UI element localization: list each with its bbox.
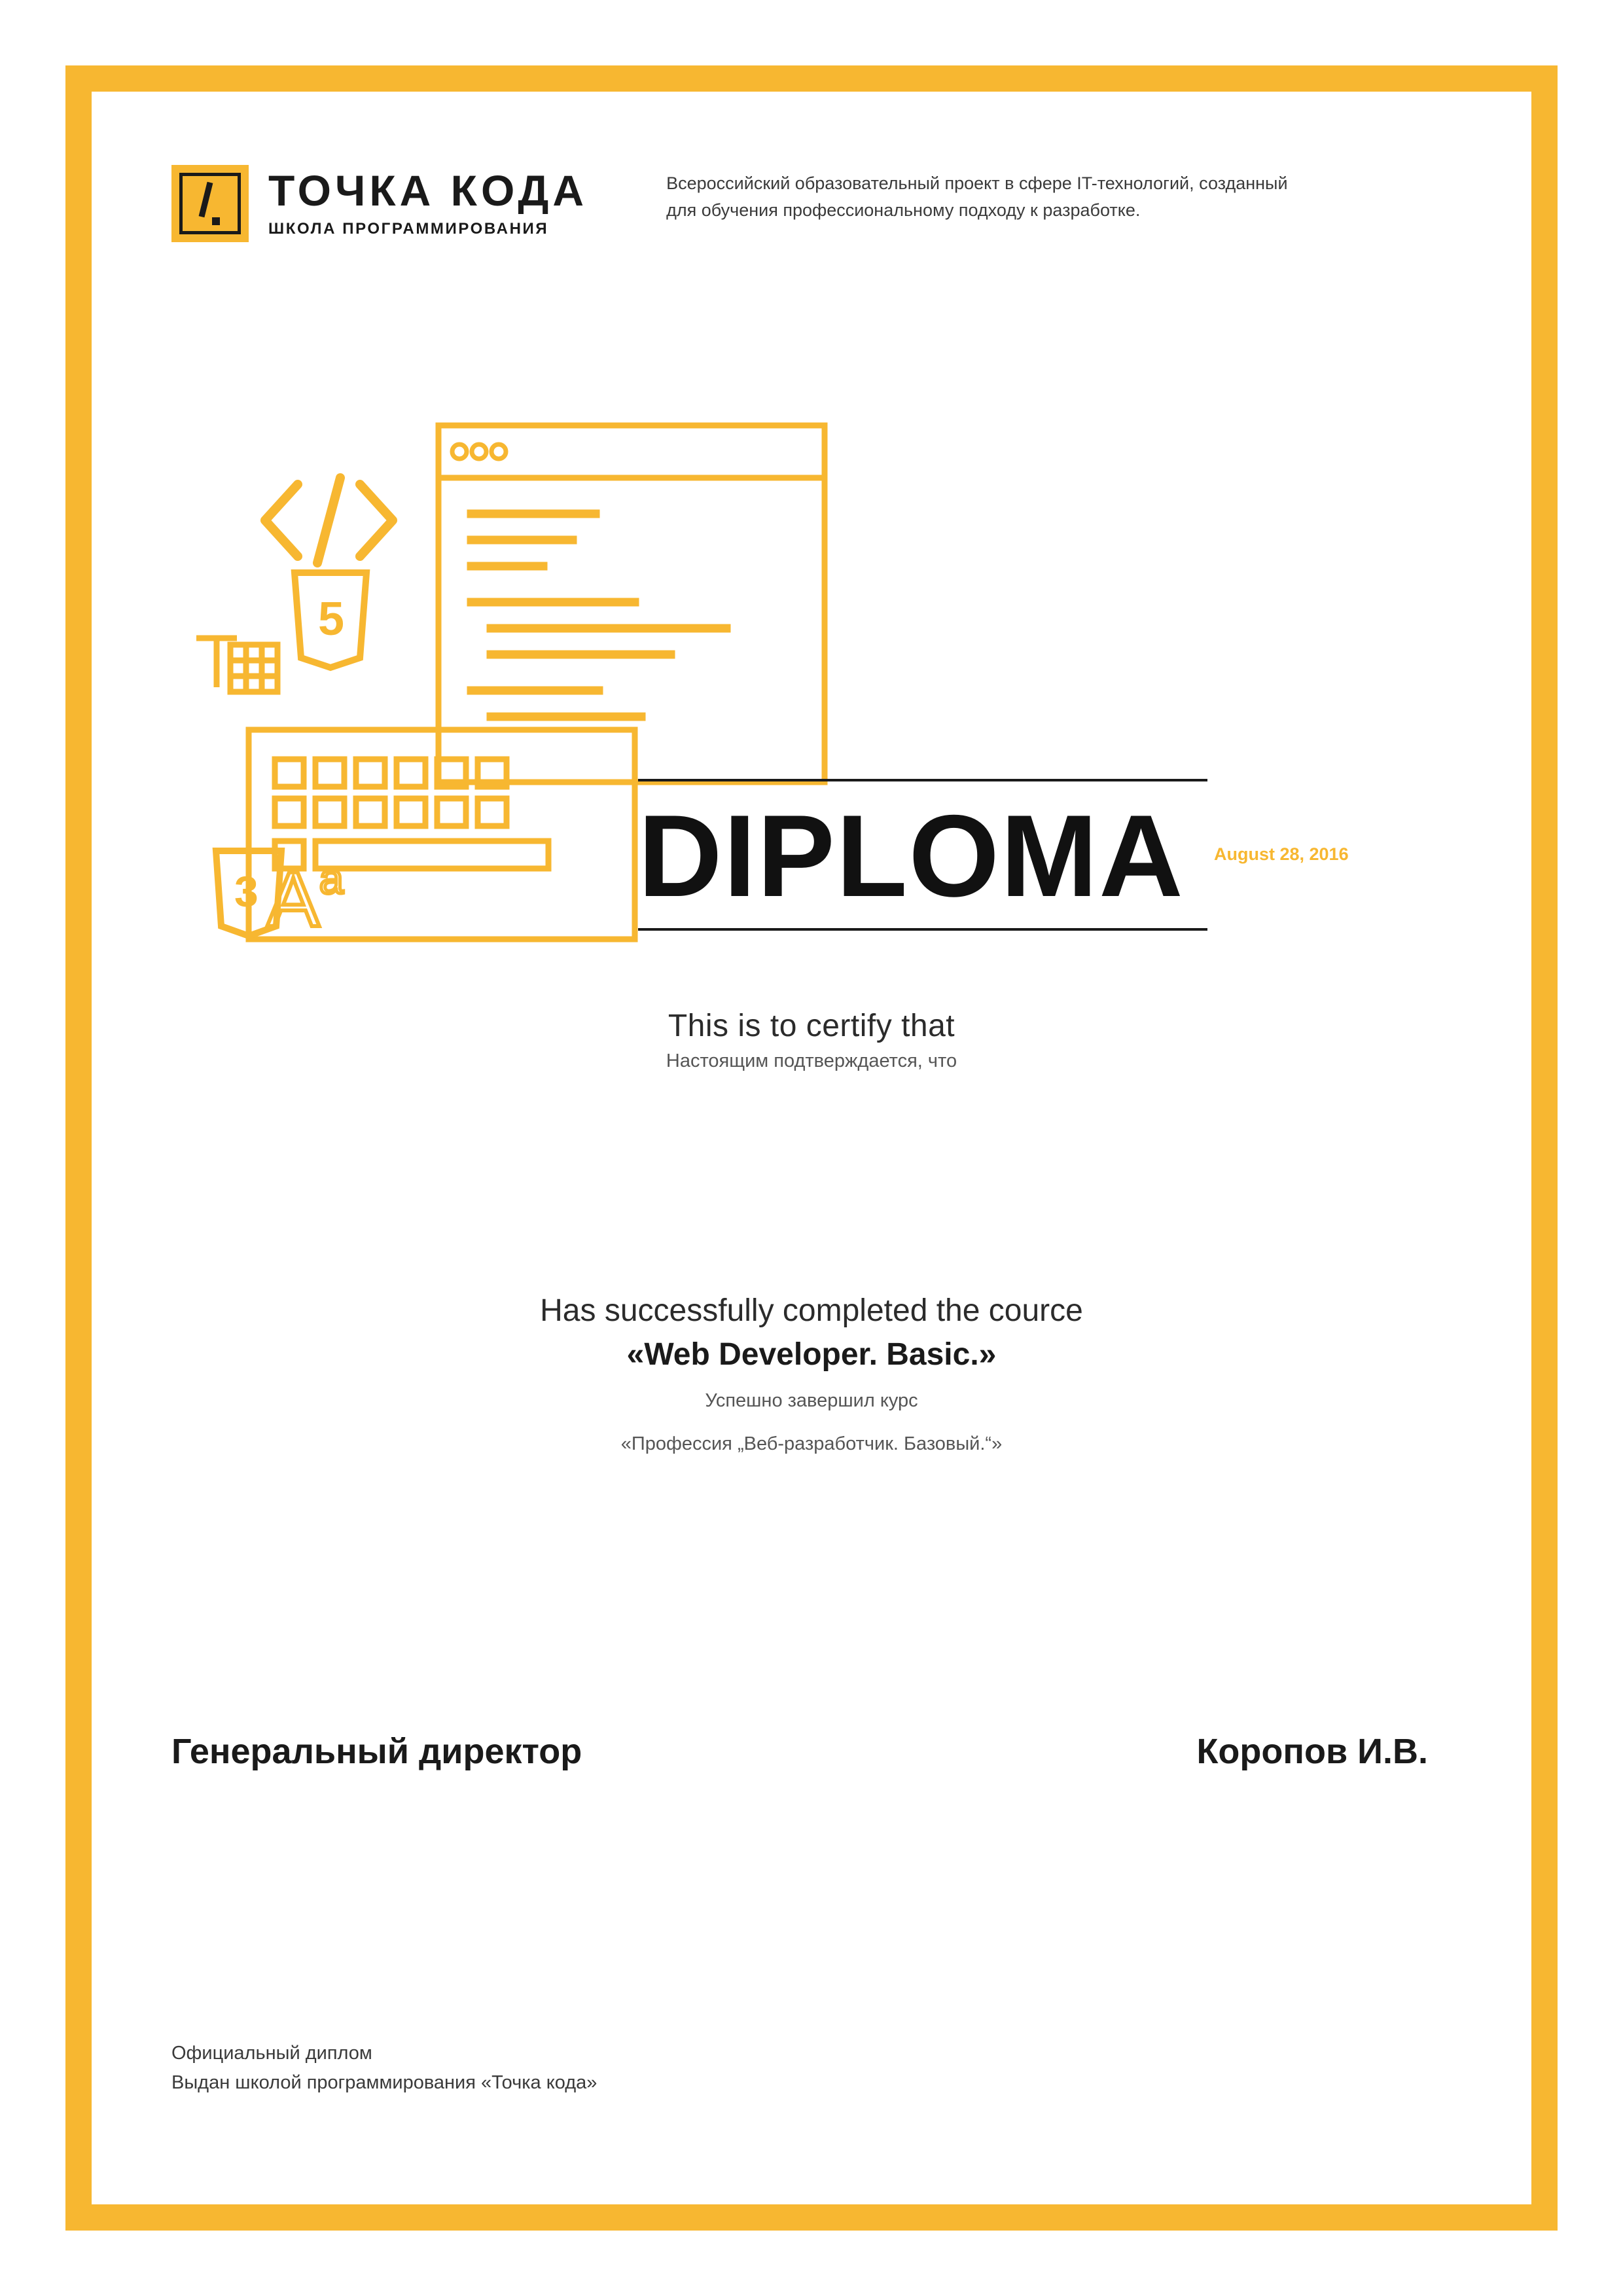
course-intro-ru: Успешно завершил курс <box>705 1390 918 1411</box>
course-block <box>0 1293 1623 1458</box>
course-intro-en: Has successfully completed the cource <box>540 1293 1083 1328</box>
page-title: DIPLOMA <box>638 791 1185 921</box>
certify-text-en: This is to certify that <box>668 1009 955 1043</box>
course-name-en: «Web Developer. Basic.» <box>626 1337 997 1372</box>
signatory-role: Генеральный директор <box>171 1732 582 1771</box>
diploma-title-block <box>638 779 1349 931</box>
coding-illustration <box>177 406 870 1100</box>
svg-text:3: 3 <box>234 867 259 916</box>
signature-row <box>171 1731 1428 1772</box>
document-header <box>171 164 1435 242</box>
svg-text:5: 5 <box>318 593 345 645</box>
brand-name: ТОЧКА КОДА <box>268 166 588 215</box>
brand-logo <box>171 164 588 242</box>
certify-text-ru: Настоящим подтверждается, что <box>666 1050 957 1071</box>
issue-date: August 28, 2016 <box>1214 844 1349 864</box>
organization-description: Всероссийский образовательный проект в сфере IT-технологий, созданный для обучения профессиональному подходу к разработке. <box>666 173 1288 221</box>
certify-block <box>0 1008 1623 1072</box>
svg-text:A: A <box>267 855 320 943</box>
signatory-name: Коропов И.В. <box>1196 1732 1428 1771</box>
footer-line-1: Официальный диплом <box>171 2043 372 2064</box>
course-name-ru: «Профессия „Веб-разработчик. Базовый.“» <box>620 1433 1003 1454</box>
document-footer <box>171 2039 597 2098</box>
svg-text:a: a <box>319 854 344 903</box>
title-rule-top <box>638 779 1207 781</box>
logo-mark-icon <box>171 165 249 242</box>
title-rule-bottom <box>638 928 1207 931</box>
footer-line-2: Выдан школой программирования «Точка кода» <box>171 2072 597 2093</box>
brand-logo-text <box>268 164 588 238</box>
brand-tagline: ШКОЛА ПРОГРАММИРОВАНИЯ <box>268 220 549 238</box>
